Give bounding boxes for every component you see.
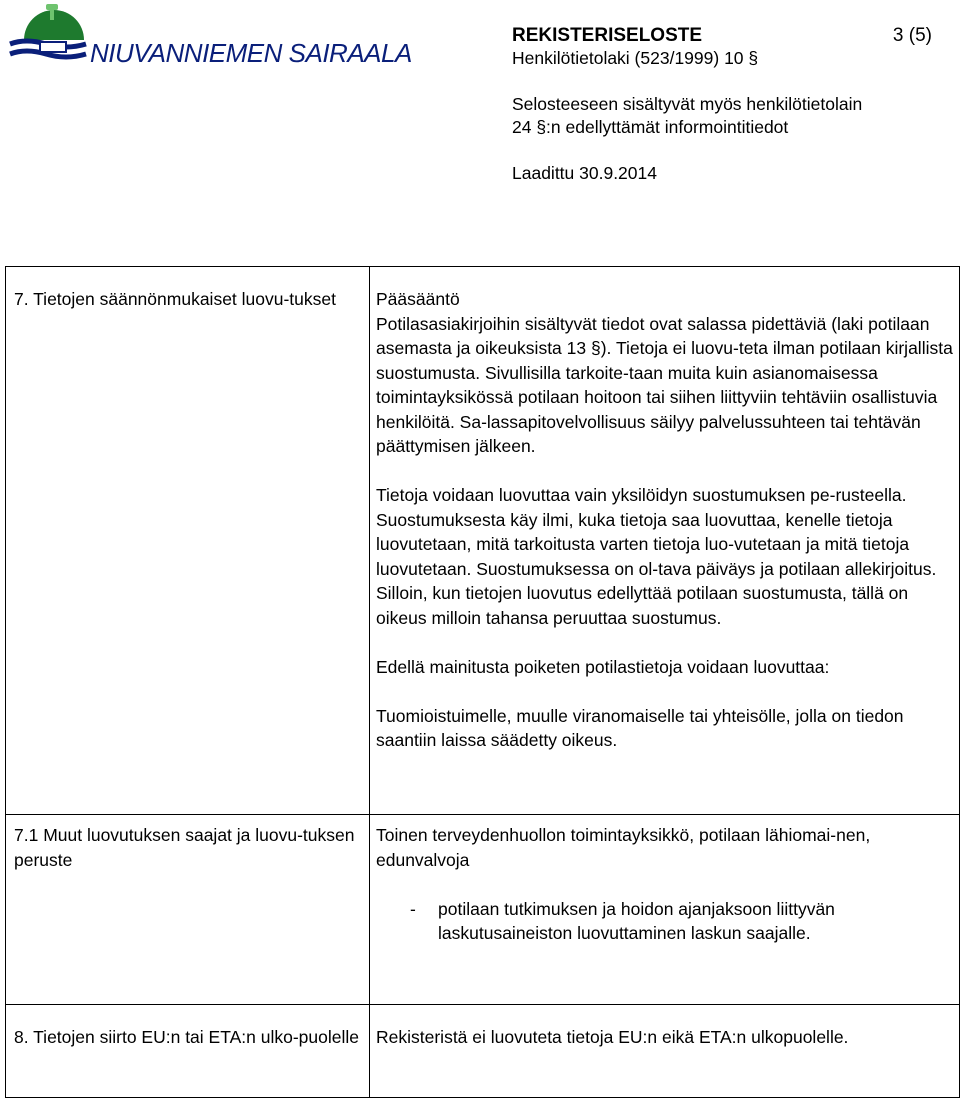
list-item bbox=[376, 897, 955, 946]
table-row bbox=[6, 815, 960, 1005]
table-row bbox=[6, 1005, 960, 1098]
paragraph: Potilasasiakirjoihin sisältyvät tiedot ovat salassa pidettäviä (laki potilaan asemasta ja oikeuksista 13 §). Tietoja ei luovu-teta ilman potilaan kirjallista suostumusta. Sivullisilla tarkoite-taan muita kuin asianomaisessa toimintayksikössä potilaan hoitoon tai siihen liittyviin tehtäviin osallistuvia henkilöitä. Sa-lassapitovelvollisuus säilyy palvelussuhteen tai tehtävän päättymisen jälkeen. bbox=[376, 313, 953, 456]
table-row bbox=[6, 267, 960, 815]
dash-bullet: - bbox=[410, 898, 416, 919]
register-table bbox=[5, 266, 960, 1098]
paragraph: Silloin, kun tietojen luovutus edellyttää potilaan suostumusta, tällä on oikeus milloin tahansa peruuttaa suostumus. bbox=[376, 583, 909, 628]
paragraph: Toinen terveydenhuollon toimintayksikkö, potilaan lähiomai-nen, edunvalvoja bbox=[376, 825, 871, 870]
header-note-line-1: Selosteeseen sisältyvät myös henkilötietolain bbox=[512, 94, 863, 114]
header-note-line-2: 24 §:n edellyttämät informointitiedot bbox=[512, 117, 789, 137]
paragraph: Tuomioistuimelle, muulle viranomaiselle tai yhteisölle, jolla on tiedon saantiin laissa säädetty oikeus. bbox=[376, 705, 904, 750]
section-label: 7.1 Muut luovutuksen saajat ja luovu-tuksen peruste bbox=[14, 825, 355, 870]
compiled-date: Laadittu 30.9.2014 bbox=[512, 163, 657, 183]
paragraph: Edellä mainitusta poiketen potilastietoja voidaan luovuttaa: bbox=[376, 656, 830, 677]
paragraph: Tietoja voidaan luovuttaa vain yksilöidyn suostumuksen pe-rusteella. Suostumuksesta käy ilmi, kuka tietoja saa luovuttaa, kenelle tietoja luovutetaan, mitä tarkoitusta varten tietoja luo-vutetaan ja mitä tietoja luovutetaan. Suostumuksessa on ol-tava päiväys ja potilaan allekirjoitus. bbox=[376, 485, 937, 579]
section-label: 8. Tietojen siirto EU:n tai ETA:n ulko-puolelle bbox=[14, 1027, 359, 1047]
document-header bbox=[512, 24, 952, 185]
section-heading: Pääsääntö bbox=[376, 289, 460, 309]
logo-text: NIUVANNIEMEN SAIRAALA bbox=[90, 38, 412, 68]
list-item-text: potilaan tutkimuksen ja hoidon ajanjaksoon liittyvän laskutusaineiston luovuttaminen laskun saajalle. bbox=[438, 898, 835, 943]
section-label: 7. Tietojen säännönmukaiset luovu-tukset bbox=[14, 289, 336, 309]
hospital-logo bbox=[6, 2, 412, 74]
document-title: REKISTERISELOSTE bbox=[512, 25, 703, 46]
paragraph: Rekisteristä ei luovuteta tietoja EU:n eikä ETA:n ulkopuolelle. bbox=[376, 1027, 849, 1047]
page-number: 3 (5) bbox=[892, 25, 932, 46]
law-reference: Henkilötietolaki (523/1999) 10 § bbox=[512, 48, 759, 68]
